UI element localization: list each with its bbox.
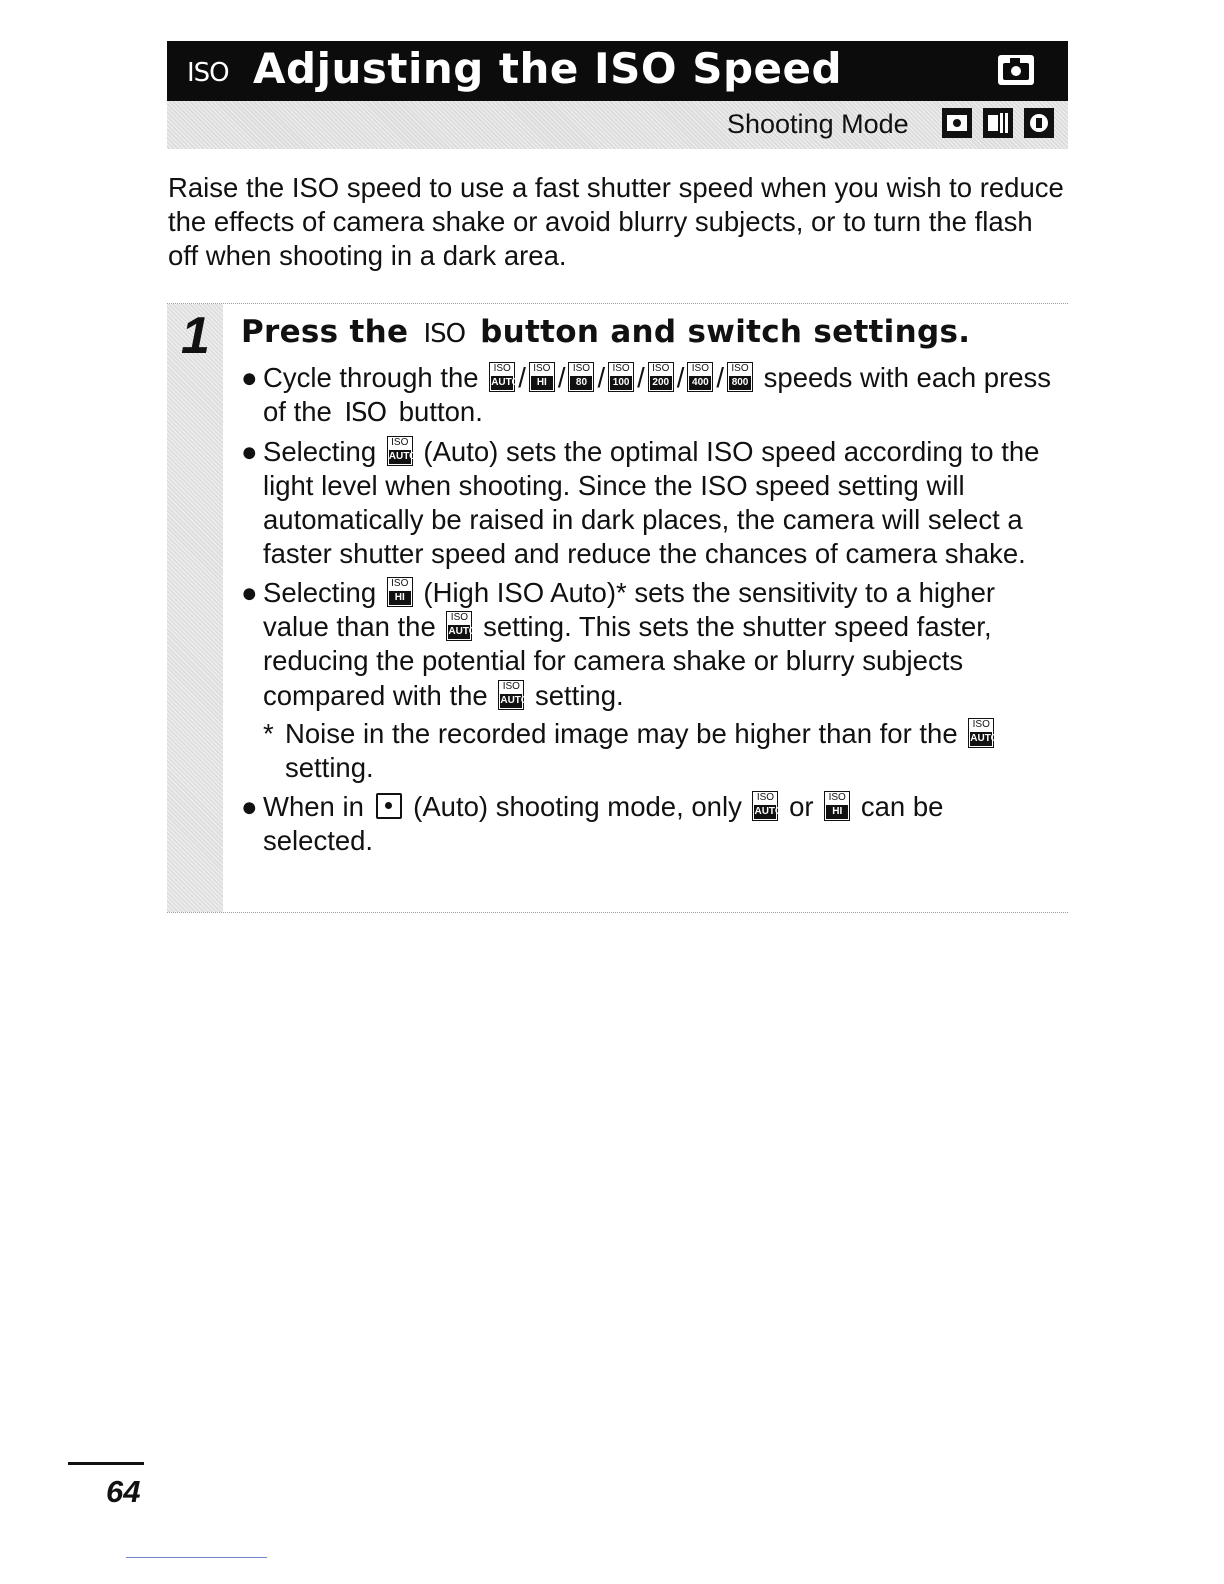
bullet-text: speeds with each press of the xyxy=(263,362,1052,428)
iso-100-icon: ISO 100 xyxy=(608,362,634,392)
bullet-text: Selecting xyxy=(263,435,377,467)
step-sidebar xyxy=(167,304,223,912)
iso-auto-icon: ISO AUTO xyxy=(446,611,472,641)
bullet-text: or xyxy=(789,790,814,822)
intro-paragraph: Raise the ISO speed to use a fast shutter speed when you wish to reduce the effects of camera shake or avoid blurry subjects, or to turn the flash off when shooting in a dark area. xyxy=(168,172,1064,271)
bullet-text: Cycle through the xyxy=(263,362,479,393)
page-number-rule xyxy=(68,1462,144,1465)
iso-auto-icon: ISO AUTO xyxy=(387,436,413,466)
iso-button-icon: ISO xyxy=(344,398,387,429)
separator: / xyxy=(597,362,606,393)
footnote xyxy=(241,717,1061,786)
iso-200-icon: ISO 200 xyxy=(648,362,674,392)
iso-auto-icon: ISO AUTO xyxy=(498,680,524,710)
footnote-asterisk: * xyxy=(263,717,274,749)
page-number: 64 xyxy=(106,1474,141,1509)
iso-auto-icon: ISO AUTO xyxy=(489,362,515,392)
bullet-text: button. xyxy=(398,396,483,428)
step-number: 1 xyxy=(181,307,210,365)
bullet-text: setting. xyxy=(534,679,624,711)
iso-80-icon: ISO 80 xyxy=(568,362,594,392)
separator: / xyxy=(637,362,645,393)
iso-400-icon: ISO 400 xyxy=(687,362,713,392)
digital-macro-mode-icon xyxy=(1024,108,1054,138)
bottom-divider xyxy=(126,1557,267,1558)
bullet-dot: ● xyxy=(241,790,258,822)
iso-hi-icon: ISO HI xyxy=(824,791,850,821)
shooting-mode-strip xyxy=(167,101,1068,149)
bullet-dot: ● xyxy=(241,362,258,393)
separator: / xyxy=(557,362,566,393)
iso-icon: ISO xyxy=(187,58,229,88)
iso-auto-icon: ISO AUTO xyxy=(752,791,778,821)
iso-800-icon: ISO 800 xyxy=(727,362,753,392)
step-title xyxy=(241,314,970,350)
bullet-text: can be selected. xyxy=(263,790,944,856)
bullet-text: When in xyxy=(263,790,364,822)
bullet-text: (Auto) shooting mode, only xyxy=(413,790,742,822)
bullet-text: setting. This sets the shutter speed faster, reducing the potential for camera shake or blurry subjects compared with the xyxy=(263,611,992,711)
bullet-text: (High ISO Auto)* sets the sensitivity to a higher value than the xyxy=(263,576,996,643)
page-title: Adjusting the ISO Speed xyxy=(253,44,843,93)
separator: / xyxy=(518,362,526,393)
footnote-text: Noise in the recorded image may be higher than for the xyxy=(285,717,958,749)
step-title-after: button and switch settings. xyxy=(480,314,971,350)
step-box xyxy=(167,303,1068,913)
separator: / xyxy=(676,362,685,393)
auto-mode-icon xyxy=(942,108,972,138)
step-bullets xyxy=(241,361,1061,862)
bullet-text: (Auto) sets the optimal ISO speed according to the light level when shooting. Since the ISO speed setting will automatically be raised in dark places, the camera will select a faster shutter speed and reduce the chances of camera shake. xyxy=(263,435,1040,570)
footnote-text: setting. xyxy=(285,752,374,784)
iso-auto-icon: ISO AUTO xyxy=(968,718,994,748)
iso-button-icon: ISO xyxy=(423,319,466,349)
bullet-auto xyxy=(241,435,1061,572)
bullet-dot: ● xyxy=(241,435,258,467)
step-title-before: Press the xyxy=(241,314,409,350)
camera-icon xyxy=(998,55,1034,85)
shooting-mode-label: Shooting Mode xyxy=(727,109,909,139)
separator: / xyxy=(716,362,725,393)
iso-hi-icon: ISO HI xyxy=(529,362,555,392)
iso-hi-icon: ISO HI xyxy=(387,577,413,607)
bullet-text: Selecting xyxy=(263,576,377,608)
bullet-high-iso xyxy=(241,576,1061,713)
auto-mode-icon xyxy=(376,793,402,819)
bullet-cycle xyxy=(241,361,1061,431)
manual-mode-icon xyxy=(983,108,1013,138)
title-bar xyxy=(167,41,1068,101)
bullet-dot: ● xyxy=(241,576,258,608)
bullet-auto-mode xyxy=(241,790,1061,859)
